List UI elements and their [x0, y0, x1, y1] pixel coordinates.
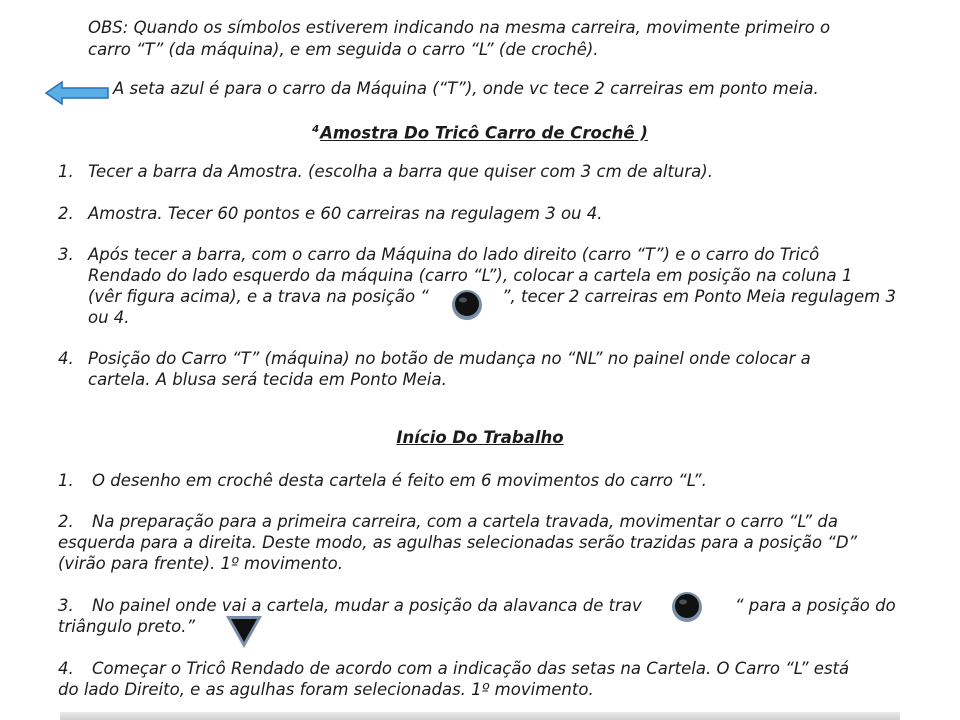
list-item-text: triângulo preto.”: [58, 617, 196, 636]
arrow-note: A seta azul é para o carro da Máquina (“T”), onde vc tece 2 carreiras em ponto meia.: [113, 79, 819, 98]
list-number: 3.: [58, 245, 74, 264]
section-heading-amostra: [0, 119, 960, 144]
footnote-mark: 4: [312, 124, 320, 135]
list-number: 4.: [58, 349, 74, 368]
list-item-text: (virão para frente). 1º movimento.: [58, 554, 344, 573]
blue-left-arrow-icon: [44, 80, 110, 106]
black-dot-symbol-icon: [670, 590, 704, 624]
list-number: 1.: [58, 162, 74, 181]
section-heading-inicio: [0, 427, 960, 448]
obs-line-2: carro “T” (da máquina), e em seguida o carro “L” (de crochê).: [88, 40, 599, 59]
black-dot-symbol-icon: [450, 288, 484, 322]
section-title-inicio: Início Do Trabalho: [396, 428, 564, 447]
list-number: 2.: [58, 512, 74, 531]
list-item-text: (vêr figura acima), e a trava na posição “: [88, 287, 429, 306]
list-item-text: do lado Direito, e as agulhas foram selecionadas. 1º movimento.: [58, 680, 594, 699]
list-item-text: ”, tecer 2 carreiras em Ponto Meia regulagem 3: [502, 287, 896, 306]
section-title-amostra: Amostra Do Tricô Carro de Crochê ): [320, 123, 648, 143]
list-item-text: ou 4.: [88, 308, 130, 327]
list-item-text: Tecer a barra da Amostra. (escolha a barra que quiser com 3 cm de altura).: [88, 162, 713, 181]
list-item-text: Na preparação para a primeira carreira, com a cartela travada, movimentar o carro “L” da: [92, 512, 838, 531]
page-cutoff-edge: [60, 712, 900, 720]
list-item-text: Posição do Carro “T” (máquina) no botão de mudança no “NL” no painel onde colocar a: [88, 349, 811, 368]
list-number: 2.: [58, 204, 74, 223]
list-item-text: No painel onde vai a cartela, mudar a posição da alavanca de trav: [92, 596, 642, 615]
list-item-text: esquerda para a direita. Deste modo, as agulhas selecionadas serão trazidas para a posição “D”: [58, 533, 858, 552]
list-item-text: “ para a posição do: [735, 596, 896, 615]
list-item-text: Amostra. Tecer 60 pontos e 60 carreiras na regulagem 3 ou 4.: [88, 204, 603, 223]
list-item-text: cartela. A blusa será tecida em Ponto Meia.: [88, 370, 447, 389]
list-item-text: O desenho em crochê desta cartela é feito em 6 movimentos do carro “L”.: [92, 471, 707, 490]
black-triangle-symbol-icon: [224, 614, 264, 650]
list-number: 3.: [58, 596, 74, 615]
list-number: 1.: [58, 471, 74, 490]
list-item-text: Começar o Tricô Rendado de acordo com a indicação das setas na Cartela. O Carro “L” está: [92, 659, 850, 678]
obs-line-1: OBS: Quando os símbolos estiverem indicando na mesma carreira, movimente primeiro o: [88, 18, 831, 37]
list-item-text: Após tecer a barra, com o carro da Máquina do lado direito (carro “T”) e o carro do Tricô: [88, 245, 820, 264]
list-number: 4.: [58, 659, 74, 678]
list-item-text: Rendado do lado esquerdo da máquina (carro “L”), colocar a cartela em posição na coluna 1: [88, 266, 853, 285]
